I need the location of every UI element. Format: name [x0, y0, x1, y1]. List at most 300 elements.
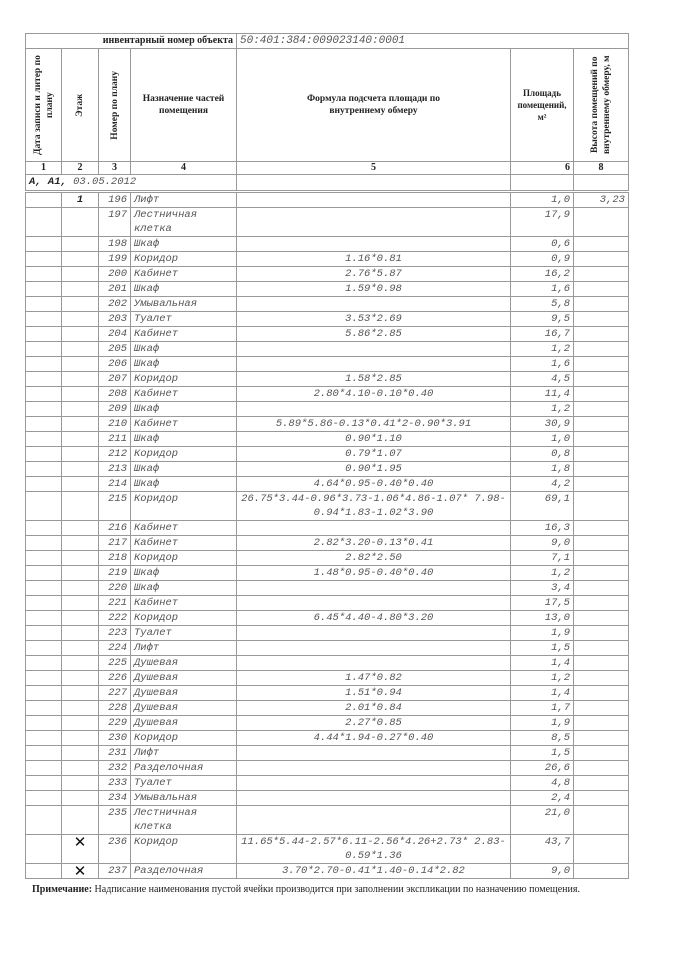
cell-number: 206: [99, 357, 131, 372]
cell-height: [574, 656, 629, 671]
cell-date: [26, 297, 62, 312]
cell-area: 7,1: [511, 551, 574, 566]
cell-date: [26, 641, 62, 656]
cell-date: [26, 835, 62, 864]
cell-date: [26, 791, 62, 806]
cell-floor: [62, 611, 99, 626]
cell-floor: [62, 701, 99, 716]
cell-area: 4,2: [511, 477, 574, 492]
section-date: 03.05.2012: [73, 176, 137, 188]
cell-number: 211: [99, 432, 131, 447]
table-row: [26, 237, 629, 252]
cell-number: 199: [99, 252, 131, 267]
cell-area: 1,0: [511, 192, 574, 208]
cell-purpose: Кабинет: [131, 387, 237, 402]
cell-height: [574, 536, 629, 551]
cell-area: 9,5: [511, 312, 574, 327]
cell-formula: [237, 776, 511, 791]
cell-area: 8,5: [511, 731, 574, 746]
cell-date: [26, 701, 62, 716]
cell-formula: [237, 297, 511, 312]
cell-height: [574, 417, 629, 432]
cell-floor: [62, 686, 99, 701]
cell-area: 4,8: [511, 776, 574, 791]
cell-number: 216: [99, 521, 131, 536]
cell-height: [574, 372, 629, 387]
cell-height: [574, 521, 629, 536]
table-row: [26, 776, 629, 791]
cell-purpose: Шкаф: [131, 432, 237, 447]
cell-floor: [62, 357, 99, 372]
cell-date: [26, 462, 62, 477]
cell-purpose: Кабинет: [131, 267, 237, 282]
cell-purpose: Шкаф: [131, 357, 237, 372]
col-header-height: Высота помещений по внутреннему обмеру, м: [590, 55, 612, 155]
table-row: [26, 192, 629, 208]
cell-height: [574, 208, 629, 237]
col-number: 6: [511, 162, 574, 175]
table-row: [26, 656, 629, 671]
cell-area: 21,0: [511, 806, 574, 835]
cell-area: 1,2: [511, 671, 574, 686]
cell-number: 226: [99, 671, 131, 686]
cell-height: [574, 477, 629, 492]
cell-floor: [62, 776, 99, 791]
cell-area: 16,2: [511, 267, 574, 282]
cell-height: [574, 641, 629, 656]
table-row: [26, 581, 629, 596]
cell-formula: [237, 237, 511, 252]
cell-purpose: Шкаф: [131, 566, 237, 581]
table-row: [26, 312, 629, 327]
explication-table: [25, 33, 629, 879]
cell-purpose: Коридор: [131, 492, 237, 521]
cell-purpose: Коридор: [131, 372, 237, 387]
cell-purpose: Душевая: [131, 716, 237, 731]
cell-purpose: Шкаф: [131, 462, 237, 477]
table-row: [26, 477, 629, 492]
cell-area: 1,2: [511, 402, 574, 417]
cell-height: [574, 357, 629, 372]
cell-purpose: Душевая: [131, 671, 237, 686]
cell-height: [574, 596, 629, 611]
cell-area: 30,9: [511, 417, 574, 432]
table-row: [26, 327, 629, 342]
cell-floor: [62, 791, 99, 806]
table-row: [26, 208, 629, 237]
cell-area: 16,3: [511, 521, 574, 536]
cell-purpose: Шкаф: [131, 282, 237, 297]
cell-area: 1,6: [511, 357, 574, 372]
col-header-number: Номер по плану: [109, 70, 120, 140]
cell-date: [26, 267, 62, 282]
table-row: [26, 447, 629, 462]
cell-formula: 6.45*4.40-4.80*3.20: [237, 611, 511, 626]
cell-floor: [62, 581, 99, 596]
cell-area: 3,4: [511, 581, 574, 596]
cell-height: [574, 402, 629, 417]
cell-formula: 1.59*0.98: [237, 282, 511, 297]
cell-purpose: Кабинет: [131, 521, 237, 536]
table-row: [26, 761, 629, 776]
cell-formula: 2.82*3.20-0.13*0.41: [237, 536, 511, 551]
table-row: [26, 671, 629, 686]
cell-number: 225: [99, 656, 131, 671]
cell-date: [26, 357, 62, 372]
cell-floor: [62, 327, 99, 342]
table-row: [26, 267, 629, 282]
cell-number: 230: [99, 731, 131, 746]
cell-height: [574, 492, 629, 521]
cell-area: 1,5: [511, 746, 574, 761]
cell-area: 43,7: [511, 835, 574, 864]
cell-purpose: Коридор: [131, 551, 237, 566]
cell-floor: [62, 462, 99, 477]
cell-area: 17,5: [511, 596, 574, 611]
inventory-label: инвентарный номер объекта: [26, 34, 237, 49]
cell-formula: [237, 746, 511, 761]
table-row: [26, 372, 629, 387]
cell-date: [26, 776, 62, 791]
table-row: [26, 611, 629, 626]
cell-height: [574, 761, 629, 776]
cell-number: 219: [99, 566, 131, 581]
cell-formula: 4.64*0.95-0.40*0.40: [237, 477, 511, 492]
cell-date: [26, 536, 62, 551]
cell-purpose: Шкаф: [131, 237, 237, 252]
cell-date: [26, 477, 62, 492]
cell-number: 232: [99, 761, 131, 776]
cell-number: 215: [99, 492, 131, 521]
table-row: [26, 402, 629, 417]
cell-purpose: Душевая: [131, 656, 237, 671]
cell-number: 209: [99, 402, 131, 417]
cell-number: 220: [99, 581, 131, 596]
table-row: [26, 746, 629, 761]
cell-purpose: Шкаф: [131, 342, 237, 357]
cell-number: 205: [99, 342, 131, 357]
cell-purpose: Кабинет: [131, 327, 237, 342]
cell-number: 227: [99, 686, 131, 701]
cell-number: 234: [99, 791, 131, 806]
cell-height: [574, 611, 629, 626]
cell-formula: 0.90*1.95: [237, 462, 511, 477]
inventory-number: 50:401:384:009023140:0001: [237, 34, 629, 49]
cell-number: 198: [99, 237, 131, 252]
cell-purpose: Шкаф: [131, 402, 237, 417]
cell-number: 200: [99, 267, 131, 282]
cell-height: [574, 864, 629, 879]
cell-formula: [237, 357, 511, 372]
cell-formula: 3.70*2.70-0.41*1.40-0.14*2.82: [237, 864, 511, 879]
cell-height: [574, 806, 629, 835]
cell-floor: [62, 716, 99, 731]
cell-floor: [62, 342, 99, 357]
table-row: [26, 566, 629, 581]
cell-floor: [62, 208, 99, 237]
cell-number: 217: [99, 536, 131, 551]
note: [32, 883, 628, 896]
cell-formula: 3.53*2.69: [237, 312, 511, 327]
table-row: [26, 387, 629, 402]
cell-number: 203: [99, 312, 131, 327]
cell-number: 218: [99, 551, 131, 566]
cell-height: [574, 252, 629, 267]
cell-formula: 26.75*3.44-0.96*3.73-1.06*4.86-1.07* 7.98-0.94*1.83-1.02*3.90: [237, 492, 511, 521]
cell-area: 1,4: [511, 686, 574, 701]
cell-height: 3,23: [574, 192, 629, 208]
cell-number: 228: [99, 701, 131, 716]
table-row: [26, 641, 629, 656]
cell-formula: [237, 521, 511, 536]
cell-floor: [62, 312, 99, 327]
cell-formula: [237, 342, 511, 357]
cell-purpose: Разделочная: [131, 761, 237, 776]
cell-purpose: Кабинет: [131, 596, 237, 611]
cell-formula: [237, 192, 511, 208]
col-number: 4: [131, 162, 237, 175]
cell-number: 224: [99, 641, 131, 656]
cell-formula: 2.80*4.10-0.10*0.40: [237, 387, 511, 402]
table-row: [26, 596, 629, 611]
cell-area: 0,6: [511, 237, 574, 252]
table-row: [26, 536, 629, 551]
cell-date: [26, 656, 62, 671]
cell-date: [26, 342, 62, 357]
cell-formula: 2.76*5.87: [237, 267, 511, 282]
cross-mark-icon: ✕: [62, 835, 99, 864]
cell-purpose: Лифт: [131, 746, 237, 761]
cell-floor: [62, 806, 99, 835]
cell-formula: [237, 806, 511, 835]
cell-number: 233: [99, 776, 131, 791]
cell-date: [26, 417, 62, 432]
cell-area: 69,1: [511, 492, 574, 521]
cell-purpose: Лестничная клетка: [131, 806, 237, 835]
cell-floor: [62, 492, 99, 521]
cell-height: [574, 746, 629, 761]
cell-date: [26, 208, 62, 237]
cell-area: 5,8: [511, 297, 574, 312]
cell-date: [26, 581, 62, 596]
cell-height: [574, 581, 629, 596]
cell-floor: [62, 282, 99, 297]
cell-floor: [62, 477, 99, 492]
col-header-date: Дата записи и литер по плану: [32, 55, 55, 155]
cell-floor: [62, 566, 99, 581]
cell-number: 229: [99, 716, 131, 731]
cell-purpose: Душевая: [131, 701, 237, 716]
cell-floor: [62, 252, 99, 267]
cell-date: [26, 806, 62, 835]
cell-purpose: Коридор: [131, 252, 237, 267]
table-row: [26, 252, 629, 267]
cell-height: [574, 776, 629, 791]
cell-height: [574, 282, 629, 297]
cell-floor: [62, 626, 99, 641]
cell-date: [26, 686, 62, 701]
col-number: 2: [62, 162, 99, 175]
table-row: [26, 701, 629, 716]
cell-formula: [237, 656, 511, 671]
cell-formula: 5.86*2.85: [237, 327, 511, 342]
cell-purpose: Лестничная клетка: [131, 208, 237, 237]
table-row: [26, 521, 629, 536]
cell-formula: [237, 791, 511, 806]
cell-area: 1,4: [511, 656, 574, 671]
cell-area: 1,9: [511, 626, 574, 641]
cell-area: 1,2: [511, 566, 574, 581]
cell-height: [574, 566, 629, 581]
table-row: [26, 297, 629, 312]
cell-height: [574, 731, 629, 746]
col-number: 5: [237, 162, 511, 175]
section-litera: А, А1,: [29, 176, 67, 188]
cell-height: [574, 447, 629, 462]
cell-purpose: Лифт: [131, 192, 237, 208]
cell-purpose: Кабинет: [131, 536, 237, 551]
cell-formula: 2.01*0.84: [237, 701, 511, 716]
table-row: [26, 492, 629, 521]
cell-height: [574, 327, 629, 342]
cell-date: [26, 237, 62, 252]
cell-area: 1,0: [511, 432, 574, 447]
cell-floor: 1: [62, 192, 99, 208]
cell-number: 201: [99, 282, 131, 297]
column-numbers-row: [26, 162, 629, 175]
cell-height: [574, 432, 629, 447]
cell-number: 223: [99, 626, 131, 641]
cell-area: 1,6: [511, 282, 574, 297]
cell-number: 212: [99, 447, 131, 462]
cell-number: 214: [99, 477, 131, 492]
cell-formula: 0.79*1.07: [237, 447, 511, 462]
cell-floor: [62, 761, 99, 776]
cell-number: 231: [99, 746, 131, 761]
cell-number: 236: [99, 835, 131, 864]
cell-formula: 2.82*2.50: [237, 551, 511, 566]
cell-number: 213: [99, 462, 131, 477]
cell-height: [574, 297, 629, 312]
note-text: Надписание наименования пустой ячейки производится при заполнении экспликации по назначению помещения.: [92, 884, 580, 895]
cell-purpose: Лифт: [131, 641, 237, 656]
cell-purpose: Туалет: [131, 776, 237, 791]
cell-area: 17,9: [511, 208, 574, 237]
cell-date: [26, 447, 62, 462]
cell-floor: [62, 402, 99, 417]
cell-number: 210: [99, 417, 131, 432]
table-row: [26, 551, 629, 566]
cell-number: 235: [99, 806, 131, 835]
note-label: Примечание:: [32, 884, 93, 895]
cell-number: 221: [99, 596, 131, 611]
cell-floor: [62, 641, 99, 656]
table-row: [26, 731, 629, 746]
cell-height: [574, 701, 629, 716]
cell-purpose: Разделочная: [131, 864, 237, 879]
cell-formula: 0.90*1.10: [237, 432, 511, 447]
cell-date: [26, 716, 62, 731]
table-row: [26, 432, 629, 447]
cell-height: [574, 626, 629, 641]
cell-number: 196: [99, 192, 131, 208]
cell-purpose: Шкаф: [131, 581, 237, 596]
table-row: [26, 686, 629, 701]
cross-mark-icon: ✕: [62, 864, 99, 879]
cell-number: 207: [99, 372, 131, 387]
col-number: 8: [574, 162, 629, 175]
cell-date: [26, 492, 62, 521]
section-row: [26, 175, 629, 192]
cell-date: [26, 282, 62, 297]
table-row: [26, 282, 629, 297]
cell-height: [574, 237, 629, 252]
table-row: [26, 835, 629, 864]
cell-area: 1,7: [511, 701, 574, 716]
cell-height: [574, 716, 629, 731]
cell-area: 1,8: [511, 462, 574, 477]
cell-height: [574, 791, 629, 806]
col-number: 3: [99, 162, 131, 175]
cell-number: 197: [99, 208, 131, 237]
table-row: [26, 357, 629, 372]
col-header-area: Площадь помещений, м²: [511, 49, 574, 162]
cell-date: [26, 372, 62, 387]
cell-floor: [62, 417, 99, 432]
cell-date: [26, 402, 62, 417]
cell-floor: [62, 536, 99, 551]
cell-area: 16,7: [511, 327, 574, 342]
cell-purpose: Умывальная: [131, 297, 237, 312]
cell-purpose: Душевая: [131, 686, 237, 701]
cell-area: 1,9: [511, 716, 574, 731]
cell-floor: [62, 432, 99, 447]
cell-area: 1,2: [511, 342, 574, 357]
cell-formula: [237, 402, 511, 417]
col-header-floor: Этаж: [75, 93, 85, 117]
cell-height: [574, 387, 629, 402]
cell-formula: [237, 596, 511, 611]
cell-area: 1,5: [511, 641, 574, 656]
table-row: [26, 864, 629, 879]
cell-area: 26,6: [511, 761, 574, 776]
cell-floor: [62, 731, 99, 746]
cell-formula: 4.44*1.94-0.27*0.40: [237, 731, 511, 746]
cell-date: [26, 566, 62, 581]
cell-date: [26, 252, 62, 267]
cell-number: 208: [99, 387, 131, 402]
cell-formula: [237, 581, 511, 596]
cell-formula: [237, 641, 511, 656]
table-row: [26, 342, 629, 357]
cell-formula: 1.51*0.94: [237, 686, 511, 701]
col-header-formula: Формула подсчета площади по внутреннему обмеру: [237, 49, 511, 162]
table-row: [26, 716, 629, 731]
cell-number: 222: [99, 611, 131, 626]
cell-height: [574, 462, 629, 477]
cell-purpose: Шкаф: [131, 477, 237, 492]
col-header-purpose: Назначение частей помещения: [131, 49, 237, 162]
cell-area: 13,0: [511, 611, 574, 626]
cell-area: 11,4: [511, 387, 574, 402]
cell-height: [574, 342, 629, 357]
cell-date: [26, 327, 62, 342]
cell-height: [574, 267, 629, 282]
cell-purpose: Коридор: [131, 835, 237, 864]
cell-formula: [237, 626, 511, 641]
cell-purpose: Туалет: [131, 626, 237, 641]
cell-date: [26, 611, 62, 626]
